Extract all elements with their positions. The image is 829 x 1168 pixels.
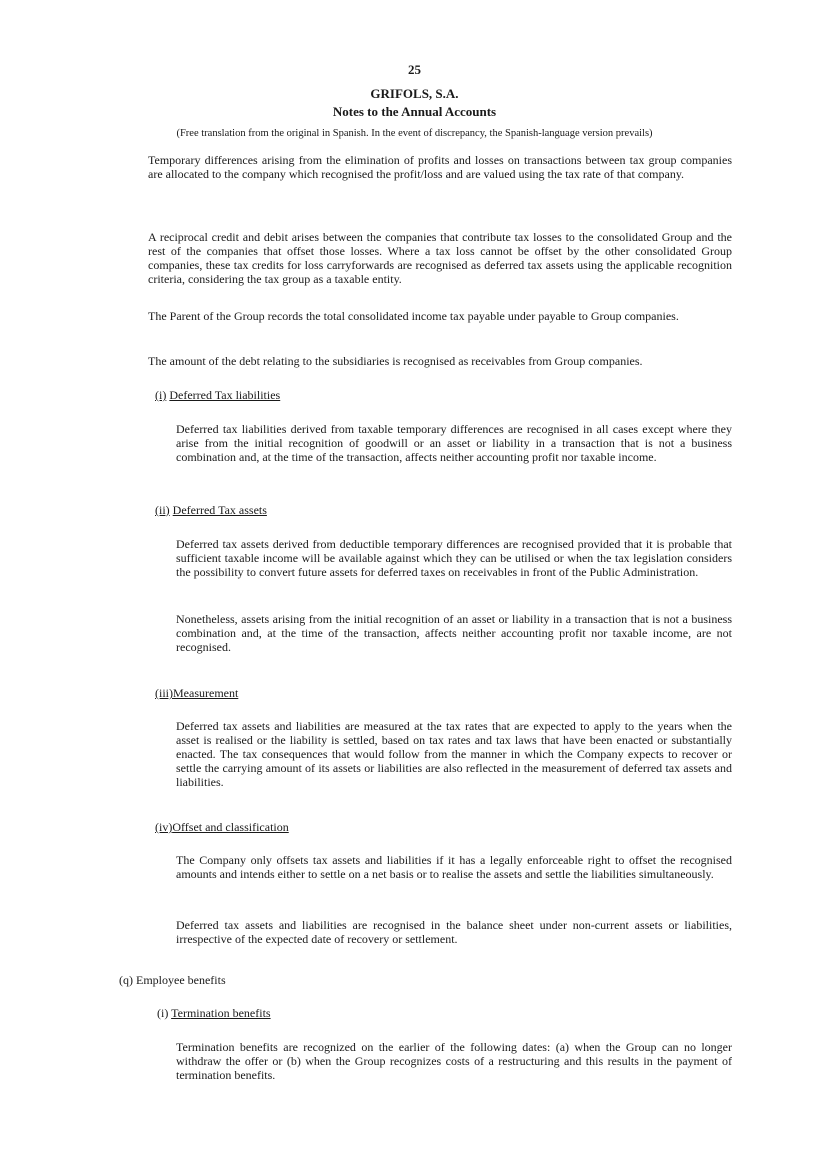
paragraph-offset-1: The Company only offsets tax assets and liabilities if it has a legally enforceable right to offset the recognised amounts and intends either to settle on a net basis or to realise the assets and settle the liabilities simultaneously. bbox=[176, 853, 732, 881]
termination-benefits-heading bbox=[157, 1006, 271, 1020]
paragraph-temporary-differences: Temporary differences arising from the elimination of profits and losses on transactions between tax group companies are allocated to the company which recognised the profit/loss and are valued using the tax rate of that company. bbox=[148, 153, 732, 181]
document-subtitle: Notes to the Annual Accounts bbox=[332, 104, 497, 119]
paragraph-deferred-tax-assets-1: Deferred tax assets derived from deductible temporary differences are recognised provided that it is probable that sufficient taxable income will be available against which they can be utilised or when the tax legislation considers the possibility to convert future assets for deferred taxes on receivables in front of the Public Administration. bbox=[176, 537, 732, 579]
translation-note: (Free translation from the original in Spanish. In the event of discrepancy, the Spanish-language version prevails) bbox=[176, 128, 653, 139]
paragraph-termination-benefits: Termination benefits are recognized on the earlier of the following dates: (a) when the Group can no longer withdraw the offer or (b) when the Group recognizes costs of a restructuring and this results in the payment of termination benefits. bbox=[176, 1040, 732, 1082]
company-name: GRIFOLS, S.A. bbox=[370, 86, 459, 101]
paragraph-offset-2: Deferred tax assets and liabilities are recognised in the balance sheet under non-current assets or liabilities, irrespective of the expected date of recovery or settlement. bbox=[176, 918, 732, 946]
section-title: Termination benefits bbox=[171, 1006, 271, 1020]
paragraph-deferred-tax-liabilities: Deferred tax liabilities derived from taxable temporary differences are recognised in all cases except where they arise from the initial recognition of goodwill or an asset or liability in a transaction that is not a business combination and, at the time of the transaction, affects neither accounting profit nor taxable income. bbox=[176, 422, 732, 464]
paragraph-debt-subsidiaries: The amount of the debt relating to the subsidiaries is recognised as receivables from Group companies. bbox=[148, 354, 643, 368]
paragraph-deferred-tax-assets-2: Nonetheless, assets arising from the initial recognition of an asset or liability in a transaction that is not a business combination and, at the time of the transaction, affects neither accounting profit nor taxable income, are not recognised. bbox=[176, 612, 732, 654]
section-number: (iv) bbox=[155, 820, 173, 834]
section-number: (i) bbox=[157, 1006, 169, 1020]
section-heading-deferred-tax-assets bbox=[155, 503, 267, 517]
section-number: (i) bbox=[155, 388, 167, 402]
section-number: (ii) bbox=[155, 503, 170, 517]
section-title: Measurement bbox=[173, 686, 239, 700]
paragraph-parent-records: The Parent of the Group records the total consolidated income tax payable under payable to Group companies. bbox=[148, 309, 679, 323]
paragraph-reciprocal-credit: A reciprocal credit and debit arises between the companies that contribute tax losses to the consolidated Group and the rest of the companies that offset those losses. Where a tax loss cannot be offset by the other consolidated Group companies, these tax credits for loss carryforwards are recognised as deferred tax assets using the applicable recognition criteria, considering the tax group as a taxable entity. bbox=[148, 230, 732, 286]
page-number: 25 bbox=[408, 62, 421, 77]
section-title: Deferred Tax liabilities bbox=[169, 388, 281, 402]
section-title: Offset and classification bbox=[172, 820, 289, 834]
employee-benefits-heading: (q) Employee benefits bbox=[119, 973, 226, 987]
section-heading-offset-classification bbox=[155, 820, 289, 834]
paragraph-measurement: Deferred tax assets and liabilities are measured at the tax rates that are expected to apply to the years when the asset is realised or the liability is settled, based on tax rates and tax laws that have been enacted or substantially enacted. The tax consequences that would follow from the manner in which the Company expects to recover or settle the carrying amount of its assets or liabilities are also reflected in the measurement of deferred tax assets and liabilities. bbox=[176, 719, 732, 789]
section-number: (iii) bbox=[155, 686, 173, 700]
section-title: Deferred Tax assets bbox=[172, 503, 267, 517]
section-heading-deferred-tax-liabilities bbox=[155, 388, 280, 402]
section-heading-measurement bbox=[155, 686, 238, 700]
